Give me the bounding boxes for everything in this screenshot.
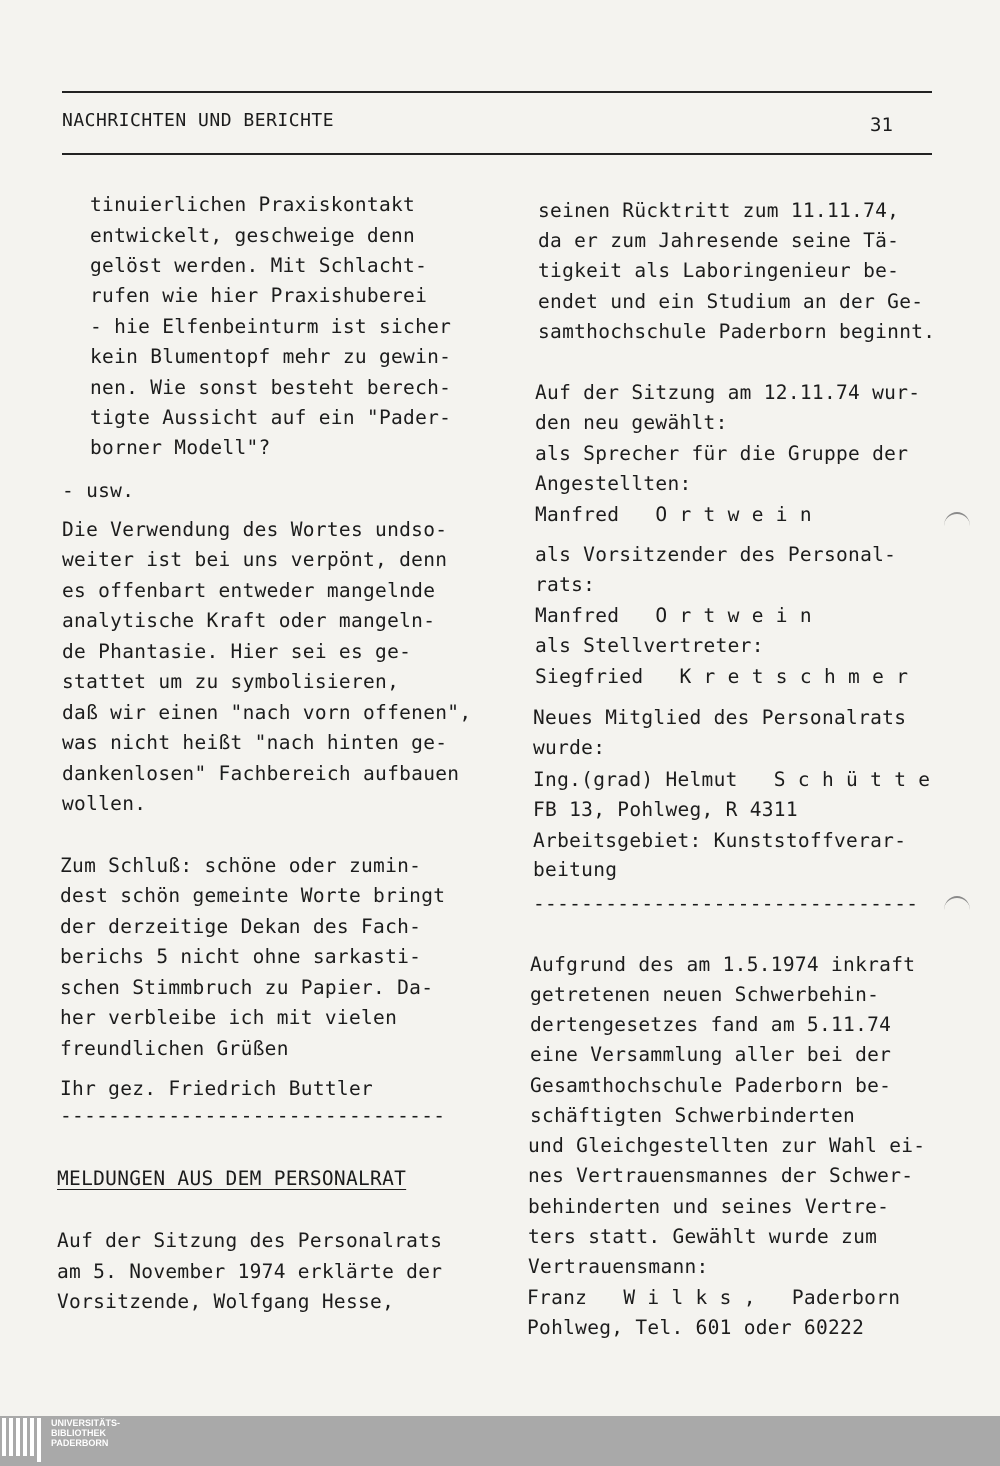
- text-line: rats:: [535, 573, 596, 596]
- text-line: wurde:: [533, 736, 606, 759]
- text-line: behinderten und seines Vertre-: [528, 1195, 890, 1218]
- text-line: Auf der Sitzung des Personalrats: [57, 1229, 443, 1252]
- text-line: analytische Kraft oder mangeln-: [62, 609, 436, 632]
- text-line: berichs 5 nicht ohne sarkasti-: [60, 945, 422, 968]
- text-line: als Sprecher für die Gruppe der: [535, 442, 909, 465]
- text-line: kein Blumentopf mehr zu gewin-: [90, 345, 452, 368]
- library-logo-bars-icon: [2, 1418, 42, 1462]
- text-line: tigte Aussicht auf ein "Pader-: [90, 406, 452, 429]
- name-line: Franz W i l k s , Paderborn: [527, 1286, 901, 1309]
- text-line: schäftigten Schwerbinderten: [530, 1104, 856, 1127]
- text-line: Neues Mitglied des Personalrats: [533, 706, 907, 729]
- text-line: ters statt. Gewählt wurde zum: [528, 1225, 878, 1248]
- text-line: samthochschule Paderborn beginnt.: [538, 320, 936, 343]
- text-line: Vorsitzende, Wolfgang Hesse,: [57, 1290, 395, 1313]
- name-line: Manfred O r t w e i n: [535, 503, 812, 526]
- text-line: eine Versammlung aller bei der: [530, 1043, 892, 1066]
- text-line: her verbleibe ich mit vielen: [60, 1006, 398, 1029]
- text-line: was nicht heißt "nach hinten ge-: [62, 731, 448, 754]
- text-line: FB 13, Pohlweg, R 4311: [533, 798, 798, 821]
- text-line: getretenen neuen Schwerbehin-: [530, 983, 880, 1006]
- text-line: als Vorsitzender des Personal-: [535, 543, 897, 566]
- text-line: borner Modell"?: [90, 436, 271, 459]
- text-line: de Phantasie. Hier sei es ge-: [62, 640, 412, 663]
- text-line: weiter ist bei uns verpönt, denn: [62, 548, 448, 571]
- punch-hole-mark: [944, 512, 970, 540]
- text-line: stattet um zu symbolisieren,: [62, 670, 400, 693]
- signature-line: Ihr gez. Friedrich Buttler: [60, 1077, 374, 1100]
- text-line: der derzeitige Dekan des Fach-: [60, 915, 422, 938]
- text-line: da er zum Jahresende seine Tä-: [538, 229, 900, 252]
- section-header-title: NACHRICHTEN UND BERICHTE: [62, 110, 335, 131]
- text-line: Aufgrund des am 1.5.1974 inkraft: [530, 953, 916, 976]
- text-line: Gesamthochschule Paderborn be-: [530, 1074, 892, 1097]
- text-line: daß wir einen "nach vorn offenen",: [62, 701, 472, 724]
- text-line: Arbeitsgebiet: Kunststoffverar-: [533, 829, 907, 852]
- text-line: dest schön gemeinte Worte bringt: [60, 884, 446, 907]
- separator-dashes: --------------------------------: [60, 1104, 446, 1127]
- text-line: wollen.: [62, 792, 147, 815]
- name-line: Ing.(grad) Helmut S c h ü t t e: [533, 768, 931, 791]
- text-line: Auf der Sitzung am 12.11.74 wur-: [535, 381, 921, 404]
- separator-dashes: --------------------------------: [533, 892, 919, 915]
- name-line: Manfred O r t w e i n: [535, 604, 812, 627]
- text-line: dertengesetzes fand am 5.11.74: [530, 1013, 892, 1036]
- text-line: nes Vertrauensmannes der Schwer-: [528, 1164, 914, 1187]
- text-line: Zum Schluß: schöne oder zumin-: [60, 854, 422, 877]
- text-line: schen Stimmbruch zu Papier. Da-: [60, 976, 434, 999]
- punch-hole-mark: [944, 896, 970, 924]
- text-line: gelöst werden. Mit Schlacht-: [90, 254, 428, 277]
- text-line: Vertrauensmann:: [528, 1255, 709, 1278]
- name-line: Siegfried K r e t s c h m e r: [535, 665, 909, 688]
- header-bottom-rule: [62, 153, 932, 155]
- text-line: seinen Rücktritt zum 11.11.74,: [538, 199, 900, 222]
- text-line: tinuierlichen Praxiskontakt: [90, 193, 416, 216]
- text-line: Pohlweg, Tel. 601 oder 60222: [527, 1316, 865, 1339]
- text-line: rufen wie hier Praxishuberei: [90, 284, 428, 307]
- text-line: tigkeit als Laboringenieur be-: [538, 259, 900, 282]
- library-logo-text: [51, 1418, 120, 1448]
- page-number: 31: [870, 114, 893, 136]
- section-heading-personalrat: MELDUNGEN AUS DEM PERSONALRAT: [57, 1167, 407, 1190]
- text-line: es offenbart entweder mangelnde: [62, 579, 436, 602]
- text-line: - hie Elfenbeinturm ist sicher: [90, 315, 452, 338]
- text-line: entwickelt, geschweige denn: [90, 224, 416, 247]
- text-line: als Stellvertreter:: [535, 634, 764, 657]
- logo-line: PADERBORN: [51, 1438, 109, 1448]
- text-line: Die Verwendung des Wortes undso-: [62, 518, 448, 541]
- text-line: - usw.: [62, 479, 135, 502]
- text-line: beitung: [533, 858, 618, 881]
- library-footer-bar: [0, 1416, 1000, 1466]
- text-line: dankenlosen" Fachbereich aufbauen: [62, 762, 460, 785]
- logo-line: UNIVERSITÄTS-: [51, 1418, 121, 1428]
- header-top-rule: [62, 91, 932, 93]
- text-line: freundlichen Grüßen: [60, 1037, 289, 1060]
- text-line: und Gleichgestellten zur Wahl ei-: [528, 1134, 926, 1157]
- text-line: den neu gewählt:: [535, 411, 728, 434]
- text-line: nen. Wie sonst besteht berech-: [90, 376, 452, 399]
- text-line: Angestellten:: [535, 472, 692, 495]
- logo-line: BIBLIOTHEK: [51, 1428, 106, 1438]
- text-line: am 5. November 1974 erklärte der: [57, 1260, 443, 1283]
- text-line: endet und ein Studium an der Ge-: [538, 290, 924, 313]
